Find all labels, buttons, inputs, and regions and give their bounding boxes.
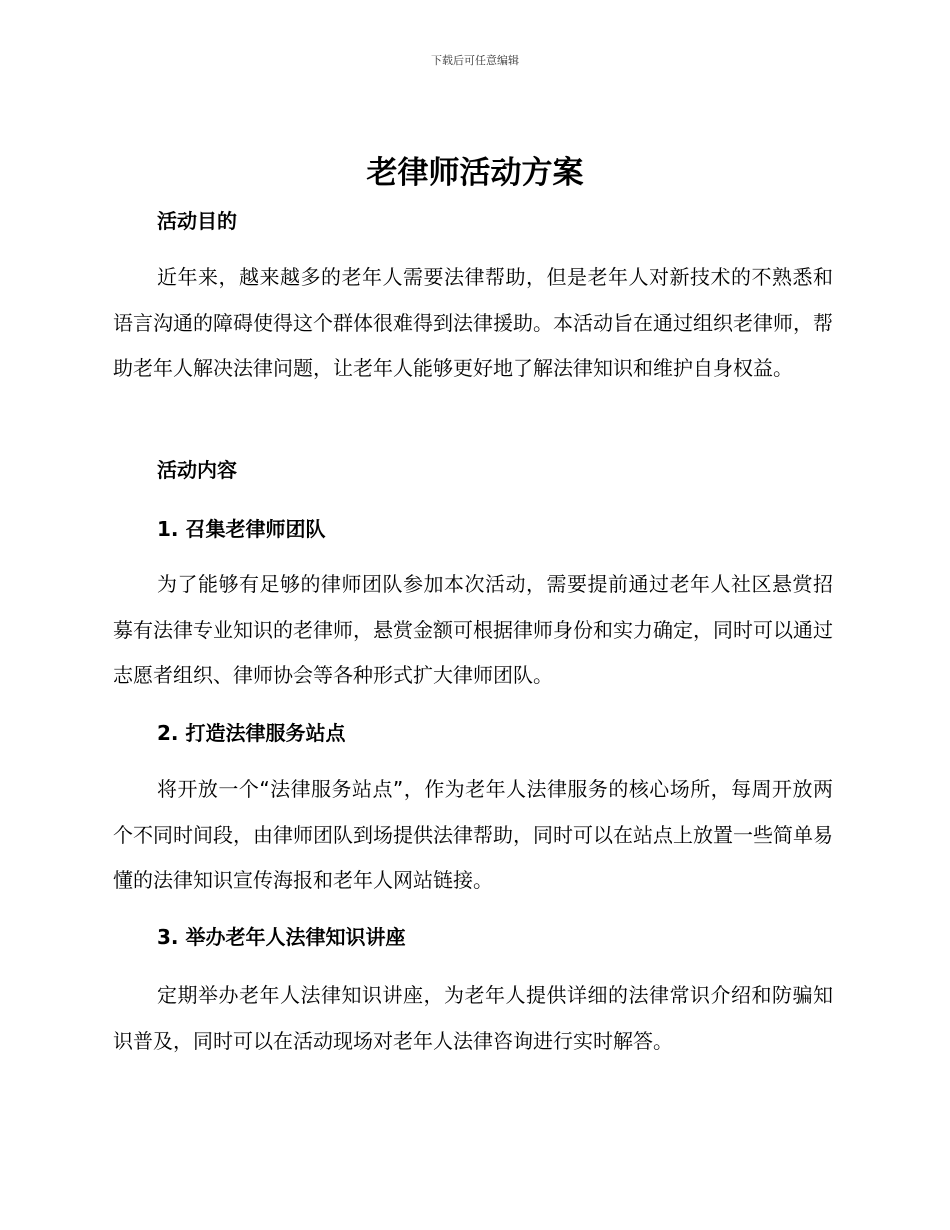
- section-heading-purpose: 活动目的: [157, 209, 237, 233]
- section-paragraph-lecture: 定期举办老年人法律知识讲座，为老年人提供详细的法律常识介绍和防骗知识普及，同时可以在活动现场对老年人法律咨询进行实时解答。: [113, 983, 833, 1053]
- section-heading-recruit-team: 1. 召集老律师团队: [157, 517, 326, 541]
- header-note: 下载后可任意编辑: [431, 54, 519, 67]
- section-paragraph-purpose: 近年来，越来越多的老年人需要法律帮助，但是老年人对新技术的不熟悉和语言沟通的障碍使得这个群体很难得到法律援助。本活动旨在通过组织老律师，帮助老年人解决法律问题，让老年人能够更好地了解法律知识和维护自身权益。: [113, 265, 833, 380]
- section-heading-content: 活动内容: [157, 458, 237, 482]
- section-heading-service-station: 2. 打造法律服务站点: [157, 721, 346, 745]
- section-paragraph-service-station: 将开放一个“法律服务站点”，作为老年人法律服务的核心场所，每周开放两个不同时间段，由律师团队到场提供法律帮助，同时可以在站点上放置一些简单易懂的法律知识宣传海报和老年人网站链接。: [113, 777, 833, 892]
- section-paragraph-recruit-team: 为了能够有足够的律师团队参加本次活动，需要提前通过老年人社区悬赏招募有法律专业知识的老律师，悬赏金额可根据律师身份和实力确定，同时可以通过志愿者组织、律师协会等各种形式扩大律师团队。: [113, 572, 833, 687]
- section-heading-lecture: 3. 举办老年人法律知识讲座: [157, 925, 406, 949]
- document-title: 老律师活动方案: [366, 155, 584, 191]
